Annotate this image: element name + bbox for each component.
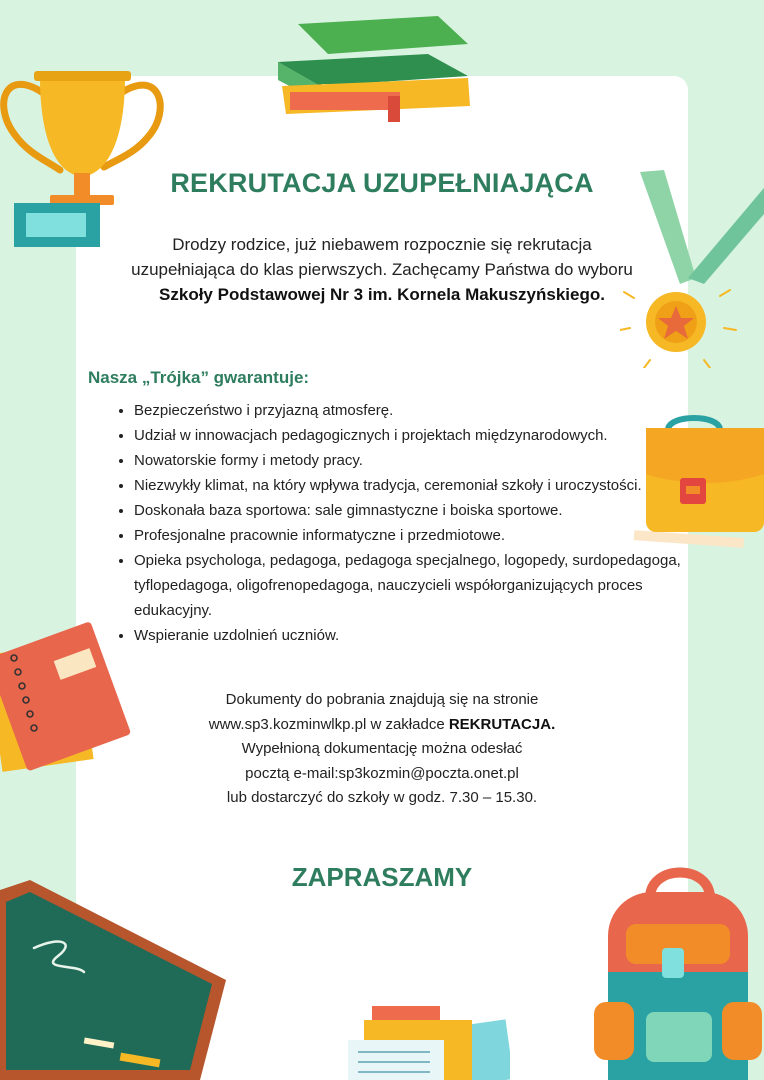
documents-info: [150, 688, 614, 811]
closing-text: ZAPRASZAMY: [291, 862, 473, 892]
intro-line-2: uzupełniająca do klas pierwszych. Zachęcamy Państwa do wyboru: [131, 260, 633, 279]
school-name: Szkoły Podstawowej Nr 3 im. Kornela Makuszyńskiego.: [159, 285, 605, 304]
guarantee-heading: Nasza „Trójka” gwarantuje:: [88, 368, 310, 387]
docs-website: www.sp3.kozminwlkp.pl w zakładce: [208, 715, 445, 733]
list-item: • Profesjonalne pracownie informatyczne i przedmiotowe.: [134, 523, 694, 548]
docs-email: pocztą e-mail:sp3kozmin@poczta.onet.pl: [245, 764, 519, 782]
docs-tab-name: REKRUTACJA.: [448, 715, 556, 733]
docs-line-3: Wypełnioną dokumentację można odesłać: [241, 740, 523, 757]
chalkboard-icon: [0, 880, 240, 1080]
list-item: • Bezpieczeństwo i przyjazną atmosferę.: [134, 398, 694, 423]
backpack-icon: [586, 862, 764, 1080]
docs-line-1: Dokumenty do pobrania znajdują się na stronie: [225, 691, 539, 708]
list-item: • Niezwykły klimat, na który wpływa tradycja, ceremoniał szkoły i uroczystości.: [134, 473, 694, 498]
intro-line-1: Drodzy rodzice, już niebawem rozpocznie się rekrutacja: [172, 235, 592, 254]
list-item: • Udział w innowacjach pedagogicznych i projektach międzynarodowych.: [134, 423, 694, 448]
list-item: • Opieka psychologa, pedagoga, pedagoga specjalnego, logopedy, surdopedagoga, tyflopedagoga, oligofrenopedagoga, nauczycieli współorganizujących proces edukacyjny.: [134, 548, 694, 623]
list-item: • Nowatorskie formy i metody pracy.: [134, 448, 694, 473]
intro-paragraph: [90, 232, 674, 307]
papers-icon: [340, 1000, 510, 1080]
books-icon: [268, 14, 480, 126]
page-title: REKRUTACJA UZUPEŁNIAJĄCA: [170, 168, 594, 198]
list-item: • Doskonała baza sportowa: sale gimnastyczne i boiska sportowe.: [134, 498, 694, 523]
docs-hours: lub dostarczyć do szkoły w godz. 7.30 – 15.30.: [226, 789, 538, 806]
guarantee-list: [114, 398, 694, 648]
trophy-icon: [0, 55, 165, 255]
list-item: • Wspieranie uzdolnień uczniów.: [134, 623, 694, 648]
